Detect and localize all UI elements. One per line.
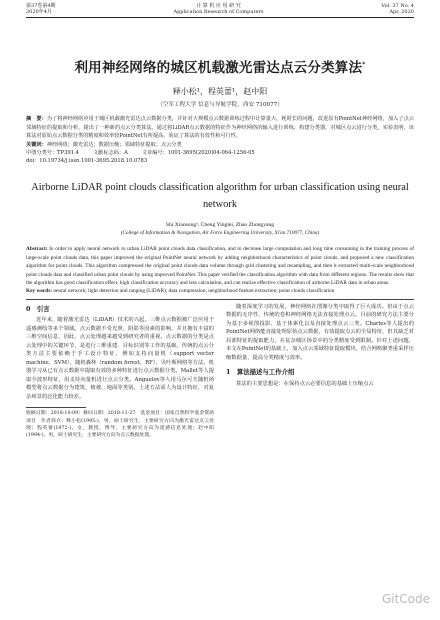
header-date: 2020年4月 (26, 9, 52, 15)
keywords-en (26, 287, 414, 295)
affiliation: （空军工程大学 信息与导航学院，西安 710077） (157, 102, 283, 108)
footnote-rule (26, 407, 86, 408)
title-footnote-mark: * (362, 61, 366, 69)
footnote: 收稿日期：2018-10-09；修回日期：2018-11-27 基金项目：国家自然科学基金资助项目 作者简介：释小松(1995-)，男，硕士研究生，主要研究方向为激光雷达点云处理；程英蕾(1972-)，女，教授，博导，主要研究方向为遥感信息处理；赵中阳(1994-)，男，硕士研究生，主要研究方向为点云数据处理。 (26, 411, 214, 438)
header-volume: 第37卷第4期 (26, 3, 56, 9)
english-authors: Shi Xiaosong¹, Cheng Yinglei, Zhao Zhongyang (165, 222, 275, 229)
paper-title: 利用神经网络的城区机载激光雷达点云分类算法* (74, 60, 366, 76)
keywords-label: 关键词： (26, 141, 47, 148)
clc-number: 中图分类号：TP391.4 (26, 150, 79, 157)
doi-row (26, 157, 414, 165)
section-1-heading: 1 算法描述与工作介绍 (226, 368, 295, 377)
keywords-cn (26, 141, 414, 150)
authors: 释小松¹，程英蕾¹，赵中阳 (172, 87, 268, 96)
column-left (26, 303, 214, 439)
section-0-heading: 0 引言 (26, 304, 50, 313)
column-right (226, 303, 414, 439)
keywords-en-text: neural network; light detection and ranging (LiDAR); data compression; neighborhood feature extraction; point clouds classification (53, 288, 335, 295)
running-header (26, 3, 414, 15)
watermark: GitCode (381, 592, 430, 606)
abstract-text: 为了将神经网络应用于城区机载激光雷达点云数据分类，并针对大规模点云数据训练过程中计算量大、耗时长的问题，改进原有PointNet神经网络，加入了点云邻域特征的提取和分析，提出了一种新的点云分类算法。通过将LiDAR点云数据的特征作为神经网络的输入进行训练，构建分类器，对城区点云进行分类。实验表明，该算法对原始点云数据分类的精度和效率较PointNet有所提高，验证了算法的有效性和可行性。 (26, 116, 414, 140)
doi: doi：10.19734/j.issn.1001-3695.2018.10.0783 (26, 158, 148, 165)
related-work-paragraph: 随着深度学习的发展，神经网络在图像分类中取得了巨大成功。但由于点云数据的无序性，传统的卷积神经网络无法直接处理点云。目前的研究方法主要分为基于多视图投影、基于体素化以及直接处理点云三类。Charles等人提出的PointNet网络能直接处理原始点云数据，有效提取点云的全局特征，但其缺乏对局部特征的提取能力，在复杂城区场景中的分类精度受到限制。针对上述问题，本文在PointNet的基础上，加入点云邻域特征提取模块，结合网格聚类重采样压缩数据量，提高分类精度与效率。 (226, 303, 414, 361)
keywords-en-label: Key words: (26, 288, 53, 295)
abstract-en-text: In order to apply neural network to urban LiDAR point clouds data classification, and to decrease large computation and long time consuming in the training process of large-scale point clouds data, this paper improved the original PointNet neural network by adding neighborhood characteristics of point clouds, and proposed a new classification algorithm for point clouds. This algorithm compressed the original point clouds data volume through grid clustering and resampling, and then it extracted multi-scale neighborhood point clouds data and classified urban point clouds by using improved PointNet. This paper verified the classification algorithm with data from different regions. The results show that the algorithm has good classification effect, high classification accuracy and less calculation, and can realize effective classification of airborne LiDAR data in urban areas. (26, 246, 414, 286)
body-columns (26, 303, 414, 439)
classification-meta (26, 149, 414, 157)
journal-name-cn: 计 算 机 应 用 研 究 (196, 3, 241, 9)
abstract-en-label: Abstract: (26, 246, 48, 253)
article-number: 文章编号：1001-3695(2020)04-064-1256-05 (141, 150, 255, 157)
english-affiliation: (College of Information & Navigation, Air Force Engineering University, Xi'an 710077, China) (120, 230, 320, 237)
abstract-en (26, 245, 414, 287)
document-code: 文献标志码：A (92, 150, 128, 157)
intro-paragraph: 近年来，随着激光雷达（LiDAR）技术的兴起，三维点云数据被广泛应用于遥感测绘等多个领域。点云数据不受光照、阴影等因素的影响，并且拥有丰富的三维空间信息，因此，点云处理越来越受到研究者的重视。点云数据的分类是点云处理中的关键环节，是进行三维重建、目标识别等工作的基础。传统的点云分类方法主要依赖于手工设计特征，例如支持向量机（support vector machine，SVM）、随机森林（random forest，RF）、贝叶斯网络等方法。机器学习从已有点云数据中提取有效的多种特征进行点云数据分类。Mallet等人提取全波形特征，用支持向量机进行点云分类。Anguelov等人用马尔可夫随机场模型将点云数据分为建筑、植被、地面等类别。上述方法需人为设计特征，对复杂场景的泛化能力较差。 (26, 317, 214, 400)
abstract-cn (26, 115, 414, 141)
keywords-text: 神经网络；激光雷达；数据压缩；邻域特征提取；点云分类 (46, 141, 182, 148)
abstract-rule (26, 299, 414, 300)
english-title: Airborne LiDAR point clouds classification algorithm for urban classification using neural network (31, 182, 409, 211)
journal-name-en: Application Research of Computers (173, 9, 264, 15)
method-paragraph: 算法的主要思想是：在保持点云必要信息的基础上压缩点云 (236, 380, 374, 387)
header-date-en: Apr. 2020 (389, 9, 414, 15)
header-volume-en: Vol. 37 No. 4 (381, 3, 414, 9)
abstract-label: 摘 要： (26, 116, 47, 122)
header-rule (26, 17, 414, 18)
